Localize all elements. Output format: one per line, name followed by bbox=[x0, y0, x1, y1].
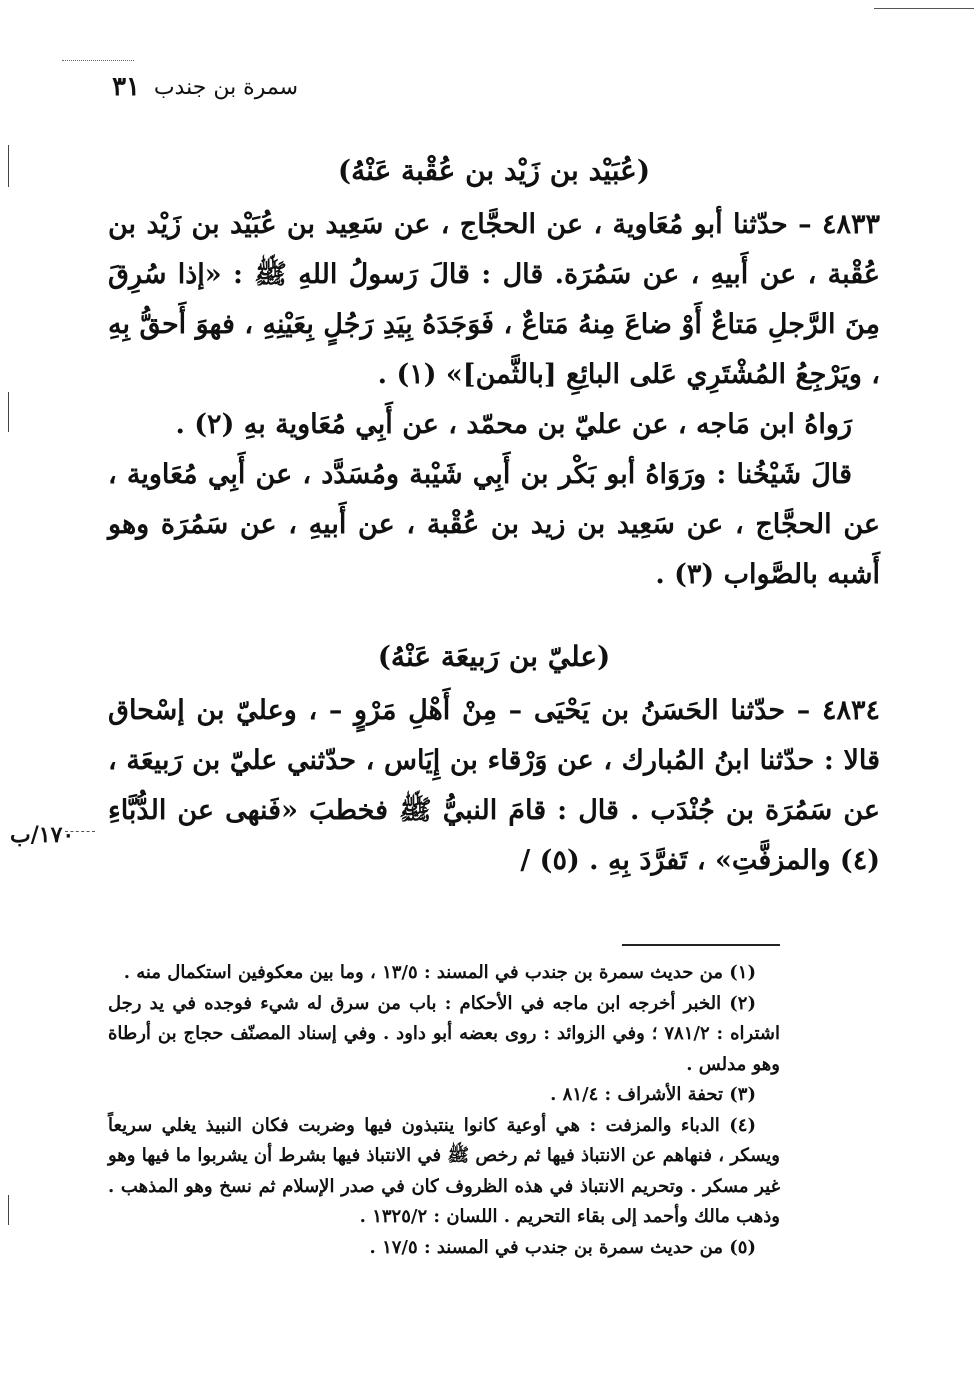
page-number: ٣١ bbox=[112, 72, 140, 102]
main-text bbox=[108, 138, 880, 886]
page-header bbox=[108, 70, 888, 104]
footnote: (١) من حديث سمرة بن جندب في المسند : ١٣/٥ ، وما بين معكوفين استكمال منه . bbox=[123, 962, 756, 983]
scan-edge-line bbox=[874, 8, 974, 9]
scan-mark bbox=[8, 392, 9, 432]
section-gap bbox=[108, 600, 880, 624]
footnote-separator bbox=[622, 944, 780, 946]
running-title: سمرة بن جندب bbox=[153, 74, 298, 100]
footnote: (٣) تحفة الأشراف : ٨١/٤ . bbox=[550, 1084, 756, 1105]
text-paragraph: رَواهُ ابن مَاجه ، عن عليّ بن محمّد ، عن أَبِي مُعَاوية بهِ (٢) . bbox=[175, 409, 852, 440]
margin-folio-note: ١٧٠/ب bbox=[10, 822, 75, 848]
scan-dotted-line bbox=[62, 60, 134, 61]
footnote: (٥) من حديث سمرة بن جندب في المسند : ١٧/٥ . bbox=[369, 1236, 756, 1258]
section-title: (عُبَيْد بن زَيْد بن عُقْبة عَنْهُ) bbox=[337, 154, 651, 187]
text-paragraph: قالَ شَيْخُنا : ورَوَاهُ أبو بَكْر بن أَبِي شَيْبة ومُسَدَّد ، عن أَبِي مُعَاوية ، عن الحجَّاج ، عن سَعِيد بن زيد بن عُقْبة ، عن أَبيهِ ، عن سَمُرَة وهو أَشبه بالصَّواب (٣) . bbox=[108, 459, 880, 590]
margin-dash bbox=[65, 831, 95, 832]
scan-mark bbox=[8, 1195, 9, 1225]
scan-mark bbox=[8, 145, 9, 187]
hadith-paragraph: ٤٨٣٤ – حدّثنا الحَسَنُ بن يَحْيَى – مِنْ أَهْلِ مَرْوٍ – ، وعليّ بن إسْحاق قالا : حدّثنا ابنُ المُبارك ، عن وَرْقاء بن إِيَاس ، حدّثني عليّ بن رَبيعَة ، عن سَمُرَة بن جُنْدَب . قال : قامَ النبيُّ ﷺ فخطبَ «فَنهى عن الدُّبَّاءِ (٤) والمزفَّتِ» ، تَفرَّدَ بِهِ . (٥) / bbox=[108, 695, 880, 876]
section-title: (عليّ بن رَبيعَة عَنْهُ) bbox=[377, 640, 611, 673]
footnote: (٤) الدباء والمزفت : هي أوعية كانوا ينتبذون فيها وضربت فكان النبيذ يغلي سريعاً ويسكر ، فنهاهم عن الانتباذ فيها ثم رخص ﷺ في الانتباذ فيها بشرط أن يشربوا ما فيها وهو غير مسكر . وتحريم الانتباذ في هذه الظروف كان في صدر الإسلام ثم نسخ وهو المذهب . وذهب مالك وأحمد إلى بقاء التحريم . اللسان : ١٣٢٥/٢ . bbox=[108, 1114, 780, 1227]
hadith-paragraph: ٤٨٣٣ – حدّثنا أبو مُعَاوية ، عن الحجَّاج ، عن سَعِيد بن عُبَيْد بن زَيْد بن عُقْبة ، عن أَبيهِ ، عن سَمُرَة. قال : قالَ رَسولُ اللهِ ﷺ : «إذا سُرِقَ مِنَ الرَّجلِ مَتاعٌ أَوْ ضاعَ مِنهُ مَتاعٌ ، فَوَجَدَهُ بِيَدِ رَجُلٍ بِعَيْنِهِ ، فهوَ أَحقُّ بِهِ ، ويَرْجِعُ المُشْتَرِي عَلى البائِعِ [بالثَّمن]» (١) . bbox=[108, 209, 880, 390]
footnote: (٢) الخبر أخرجه ابن ماجه في الأحكام : باب من سرق له شيء فوجده في يد رجل اشتراه : ٧٨١/٢ ؛ وفي الزوائد : روى بعضه أبو داود . وفي إسناد المصنّف حجاج بن أرطاة وهو مدلس . bbox=[108, 992, 780, 1075]
footnotes bbox=[108, 958, 780, 1263]
